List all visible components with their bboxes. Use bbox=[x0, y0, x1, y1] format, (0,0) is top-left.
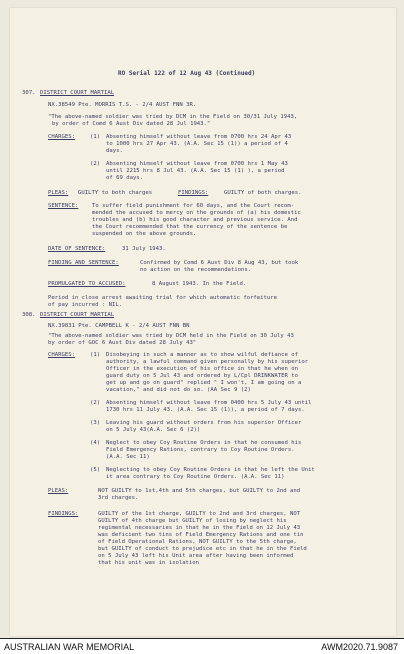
charge-line: (A.A. Sec 11) bbox=[106, 454, 150, 460]
charge-line: Absenting himself without leave from 0700 hrs 1 May 43 bbox=[106, 161, 288, 167]
sentence-line: To suffer field punishment for 60 days, and the Court recom- bbox=[92, 203, 295, 209]
date-label-307: DATE OF SENTENCE: bbox=[48, 246, 106, 252]
archive-footer bbox=[0, 638, 404, 654]
charge-number: (4) bbox=[90, 440, 101, 446]
charges-label-307: CHARGES: bbox=[48, 134, 75, 140]
charge-line: guard duty on 5 Jul 43 and ordered by L/Cpl DRINKWATER to bbox=[106, 373, 298, 379]
plea-label-308: PLEAS: bbox=[48, 488, 69, 494]
soldier-line-308: NX.39831 Pte. CAMPBELL K - 2/4 AUST FNN BN bbox=[48, 323, 190, 329]
sentence-line: mended the accused to mercy on the grounds of (a) his domestic bbox=[92, 210, 301, 216]
findings-line: of Field Operational Rations, NOT GUILTY to the 5th charge, bbox=[98, 539, 297, 545]
charge-line: it area contrary to Coy Routine Orders. (A.A. Sec 11) bbox=[106, 474, 285, 480]
plea-line: 3rd charges. bbox=[98, 495, 139, 501]
intro-line: "The above-named soldier was tried by DCM in the Field on 30/31 July 1943, bbox=[48, 114, 298, 120]
charge-line: until 2215 hrs 8 Jul 43. (A.A. Sec 15 (1) ), a period bbox=[106, 168, 285, 174]
soldier-line-307: NX.38549 Pte. MORRIS T.S. - 2/4 AUST FNN 3R. bbox=[48, 102, 197, 108]
entry-title-308: DISTRICT COURT MARTIAL bbox=[40, 312, 115, 318]
findings-line: GUILTY of the 1st charge, GUILTY to 2nd and 3rd charges, NOT bbox=[98, 511, 301, 517]
findings-label-308: FINDINGS: bbox=[48, 511, 79, 517]
charge-line: Field Emergency Rations, contrary to Coy Routine Orders. bbox=[106, 447, 295, 453]
confirm-line: no action on the recommendations. bbox=[140, 267, 252, 273]
charge-line: Neglecting to obey Coy Routine Orders in that he left the Unit bbox=[106, 467, 315, 473]
sentence-label-307: SENTENCE: bbox=[48, 203, 79, 209]
promulgated-label-307: PROMULGATED TO ACCUSED: bbox=[48, 281, 126, 287]
promulgated-text-307: 8 August 1943. In the Field. bbox=[152, 281, 247, 287]
findings-label-307: FINDINGS: bbox=[178, 190, 209, 196]
confirm-label-307: FINDING AND SENTENCE: bbox=[48, 260, 119, 266]
charge-number: (1) bbox=[90, 134, 101, 140]
charge-number: (3) bbox=[90, 420, 101, 426]
entry-number-308: 308. bbox=[22, 312, 36, 318]
entry-title-307: DISTRICT COURT MARTIAL bbox=[40, 90, 115, 96]
charge-line: Leaving his guard without orders from his superior Officer bbox=[106, 420, 302, 426]
plea-text-307: GUILTY to both charges bbox=[78, 190, 153, 196]
date-text-307: 31 July 1943. bbox=[122, 246, 166, 252]
plea-label-307: PLEAS: bbox=[48, 190, 69, 196]
findings-line: that his unit was in isolation bbox=[98, 560, 200, 566]
charge-line: of 69 days. bbox=[106, 175, 144, 181]
confirm-line: Confirmed by Comd 6 Aust Div 8 Aug 43, but took bbox=[140, 260, 299, 266]
charge-line: to 1000 hrs 27 Apr 43. (A.A. Sec 15 (1)) a period of 4 bbox=[106, 141, 288, 147]
charge-line: on 5 July 43(A.A. Sec 6 (2)) bbox=[106, 427, 201, 433]
sentence-line: the Court recommended that the currency of the sentence be bbox=[92, 224, 288, 230]
charge-number: (5) bbox=[90, 467, 101, 473]
document-page bbox=[10, 8, 396, 636]
arrest-line: Period in close arrest awaiting trial for which automatic forfeiture bbox=[48, 295, 278, 301]
sentence-line: troubles and (b) his good character and previous service. And bbox=[92, 217, 298, 223]
charge-line: Absenting himself without leave from 0400 hrs 5 July 43 until bbox=[106, 400, 312, 406]
findings-line: on 5 July 43 left his Unit area after having been informed bbox=[98, 553, 294, 559]
charge-line: Absenting himself without leave from 0700 hrs 24 Apr 43 bbox=[106, 134, 292, 140]
arrest-line: of pay incurred : NIL. bbox=[48, 302, 123, 308]
charge-line: Neglect to obey Coy Routine Orders in that he consumed his bbox=[106, 440, 302, 446]
footer-institution: AUSTRALIAN WAR MEMORIAL bbox=[4, 642, 135, 652]
findings-line: GUILTY of 4th charge but GUILTY of losing by neglect his bbox=[98, 518, 287, 524]
entry-number-307: 307. bbox=[22, 90, 36, 96]
charge-line: Officer in the execution of his office in that he when on bbox=[106, 366, 298, 372]
document-header: RO Serial 122 of 12 Aug 43 (Continued) bbox=[118, 70, 256, 77]
charge-line: get up and go on guard" replied " I won't, I am going on a bbox=[106, 380, 302, 386]
intro-line: by order of GOC 6 Aust Div dated 28 July 43" bbox=[48, 340, 197, 346]
plea-line: NOT GUILTY to 1st,4th and 5th charges, but GUILTY to 2nd and bbox=[98, 488, 301, 494]
charge-line: authority, a lawful command given personally by his superior bbox=[106, 359, 309, 365]
charge-line: Disobeying in such a manner as to show wilful defiance of bbox=[106, 352, 298, 358]
findings-line: but GUILTY of conduct to prejudice etc in that he in the Field bbox=[98, 546, 307, 552]
charges-label-308: CHARGES: bbox=[48, 352, 75, 358]
charge-line: days. bbox=[106, 148, 123, 154]
charge-number: (2) bbox=[90, 161, 101, 167]
charge-number: (1) bbox=[90, 352, 101, 358]
findings-line: regimental necessaries in that he in the Field on 12 July 43 bbox=[98, 525, 301, 531]
intro-line: by order of Comd 6 Aust Div dated 28 Jul 1943." bbox=[52, 121, 211, 127]
findings-line: was deficient two tins of Field Emergency Rations and one tin bbox=[98, 532, 304, 538]
charge-number: (2) bbox=[90, 400, 101, 406]
sentence-line: suspended on the above grounds. bbox=[92, 231, 197, 237]
footer-accession-number: AWM2020.71.9087 bbox=[321, 642, 398, 652]
findings-text-307: GUILTY of both charges. bbox=[224, 190, 302, 196]
intro-line: "The above-named soldier was tried by DCM held in the Field on 30 July 43 bbox=[48, 333, 294, 339]
charge-line: 1730 hrs 11 July 43. (A.A. Sec 15 (1)), a period of 7 days. bbox=[106, 407, 305, 413]
charge-line: vacation," and did not do so. (AA Sec 9 (2) bbox=[106, 387, 251, 393]
